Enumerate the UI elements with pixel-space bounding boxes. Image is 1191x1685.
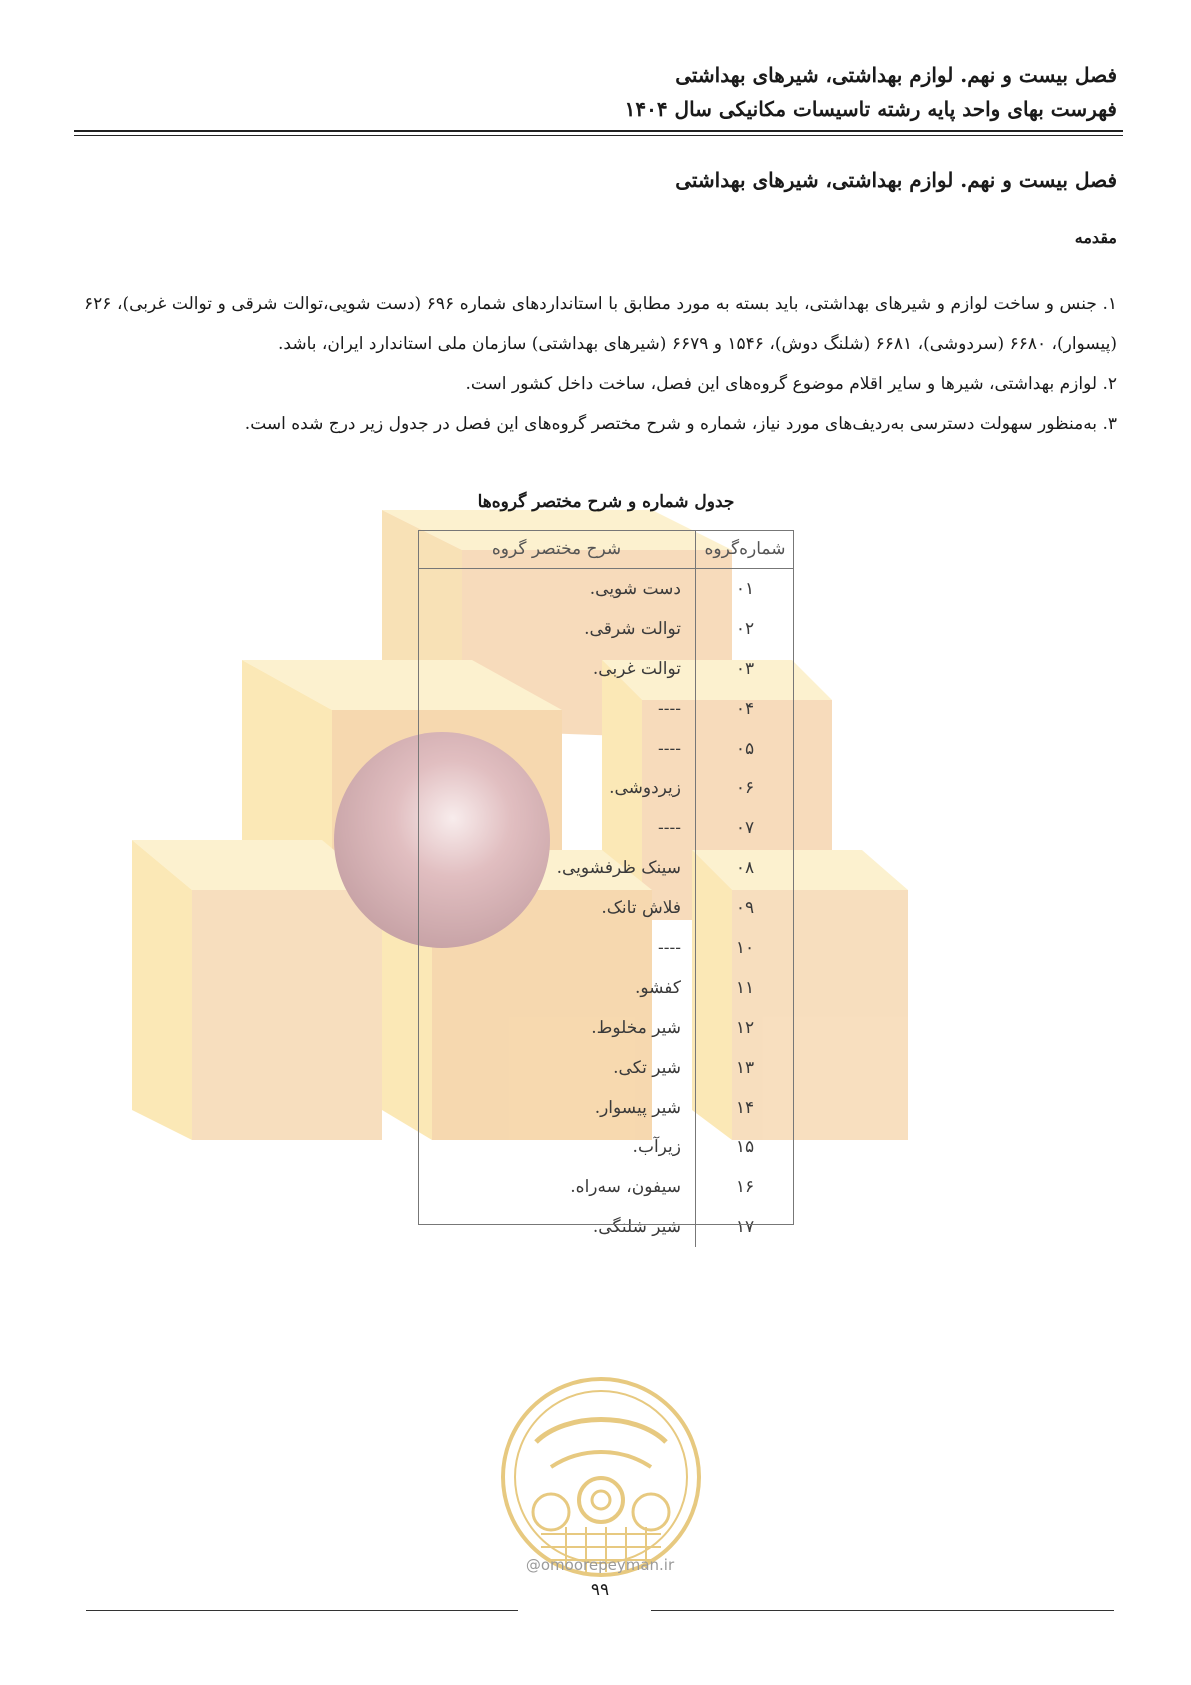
group-description: شیر مخلوط.: [591, 1017, 681, 1038]
table-row: [418, 1008, 794, 1048]
group-description: شیر پیسوار.: [594, 1097, 681, 1118]
paragraph-2: ۲. لوازم بهداشتی، شیرها و سایر اقلام موضوع گروه‌های این فصل، ساخت داخل کشور است.: [465, 374, 1117, 394]
group-number: ۰۳: [696, 649, 795, 689]
table-row: [418, 928, 794, 968]
page-header: [625, 58, 1117, 126]
footer-rule-right: [651, 1610, 1114, 1611]
group-number: ۱۰: [696, 928, 795, 968]
intro-paragraphs: [84, 284, 1117, 444]
table-row: [418, 1088, 794, 1128]
table-row: [418, 689, 794, 729]
section-title: فصل بیست و نهم. لوازم بهداشتی، شیرهای بهداشتی: [675, 168, 1117, 192]
footer-rule-left: [86, 1610, 518, 1611]
group-number: ۱۱: [696, 968, 795, 1008]
website-watermark: @omoorepeyman.ir: [525, 1556, 675, 1574]
table-row: [418, 808, 794, 848]
group-description: توالت شرقی.: [584, 618, 681, 639]
table-row: [418, 649, 794, 689]
group-description: زیردوشی.: [609, 778, 681, 799]
group-number: ۰۱: [696, 569, 795, 609]
group-description: دست شویی.: [589, 578, 681, 599]
page-number: ۹۹: [590, 1580, 610, 1600]
header-group-number: شماره‌گروه: [696, 530, 795, 569]
header-price-list-title: فهرست بهای واحد پایه رشته تاسیسات مکانیکی سال ۱۴۰۴: [624, 97, 1117, 121]
group-number: ۱۴: [696, 1088, 795, 1128]
group-number: ۰۸: [696, 848, 795, 888]
group-description: ----: [658, 818, 681, 839]
header-group-description: شرح مختصر گروه: [418, 530, 696, 569]
table-row: [418, 888, 794, 928]
group-description: سینک ظرفشویی.: [556, 858, 681, 879]
group-description: ----: [658, 738, 681, 759]
group-number: ۱۲: [696, 1008, 795, 1048]
table-row: [418, 609, 794, 649]
table-row: [418, 1048, 794, 1088]
group-number: ۱۶: [696, 1167, 795, 1207]
table-row: [418, 768, 794, 808]
group-description: شیر شلنگی.: [592, 1217, 681, 1238]
group-number: ۰۹: [696, 888, 795, 928]
table-header-row: [418, 530, 794, 569]
group-description: شیر تکی.: [613, 1057, 681, 1078]
table-row: [418, 729, 794, 769]
group-number: ۰۲: [696, 609, 795, 649]
group-number: ۱۵: [696, 1127, 795, 1167]
group-number: ۱۷: [696, 1207, 795, 1247]
group-number: ۱۳: [696, 1048, 795, 1088]
group-description: سیفون، سه‌راه.: [570, 1177, 681, 1198]
header-rule-thick: [74, 130, 1123, 132]
group-number: ۰۷: [696, 808, 795, 848]
group-description: فلاش تانک.: [601, 898, 681, 919]
group-number: ۰۴: [696, 689, 795, 729]
table-row: [418, 569, 794, 609]
intro-title: مقدمه: [1074, 228, 1117, 247]
groups-table: [418, 530, 794, 1247]
group-description: زیرآب.: [632, 1137, 681, 1158]
group-description: ----: [658, 698, 681, 719]
table-row: [418, 968, 794, 1008]
paragraph-3: ۳. به‌منظور سهولت دسترسی به‌ردیف‌های مورد نیاز، شماره و شرح مختصر گروه‌های این فصل در جدول زیر درج شده است.: [244, 414, 1117, 434]
group-description: توالت غربی.: [592, 658, 681, 679]
group-number: ۰۵: [696, 729, 795, 769]
paragraph-1: ۱. جنس و ساخت لوازم و شیرهای بهداشتی، باید بسته به مورد مطابق با استانداردهای شماره ۶۹۶ (دست شویی،توالت شرقی و توالت غربی)، ۶۲۶ (پیسوار)، ۶۶۸۰ (سردوشی)، ۶۶۸۱ (شلنگ دوش)، ۱۵۴۶ و ۶۶۷۹ (شیرهای بهداشتی) سازمان ملی استاندارد ایران، باشد.: [84, 294, 1117, 354]
table-row: [418, 848, 794, 888]
group-number: ۰۶: [696, 768, 795, 808]
table-caption: جدول شماره و شرح مختصر گروه‌ها: [477, 492, 735, 512]
header-chapter-title: فصل بیست و نهم. لوازم بهداشتی، شیرهای بهداشتی: [675, 63, 1117, 87]
header-rule-thin: [74, 135, 1123, 136]
group-description: کفشو.: [634, 977, 681, 998]
table-row: [418, 1127, 794, 1167]
table-row: [418, 1207, 794, 1247]
table-row: [418, 1167, 794, 1207]
group-description: ----: [658, 937, 681, 958]
